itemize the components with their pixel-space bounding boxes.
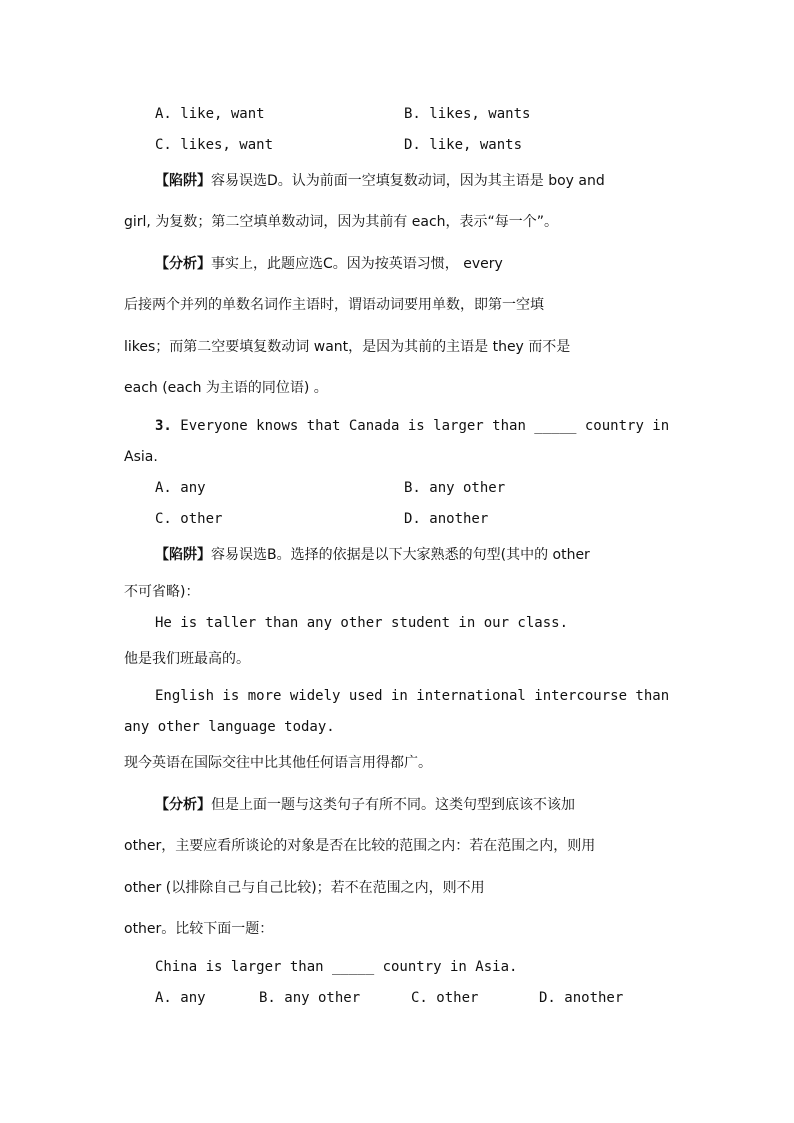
q2-analysis-line4: each (each 为主语的同位语) 。 bbox=[124, 380, 328, 396]
trap-label: 【陷阱】 bbox=[155, 173, 211, 189]
q3-number: 3. bbox=[155, 418, 172, 434]
q2-trap-text1: 容易误选D。认为前面一空填复数动词，因为其主语是 boy and bbox=[211, 173, 605, 189]
q3-analysis-option-b: B. any other bbox=[259, 990, 361, 1006]
q3-analysis-option-a: A. any bbox=[155, 990, 206, 1006]
q3-trap-line2: 不可省略)： bbox=[124, 584, 200, 600]
q2-option-b: B. likes, wants bbox=[404, 106, 531, 122]
q3-option-d: D. another bbox=[404, 511, 489, 527]
q3-analysis-text1: 但是上面一题与这类句子有所不同。这类句型到底该不该加 bbox=[211, 797, 575, 813]
q2-option-d: D. like, wants bbox=[404, 137, 523, 153]
q2-option-a: A. like, want bbox=[155, 106, 265, 122]
q3-example1-en: He is taller than any other student in our class. bbox=[155, 615, 569, 631]
q2-trap-line2: girl, 为复数；第二空填单数动词，因为其前有 each，表示“每一个”。 bbox=[124, 214, 559, 230]
q3-example2-en-line1: English is more widely used in international intercourse than bbox=[155, 688, 670, 704]
q3-stem-line1 bbox=[155, 416, 669, 436]
q3-example1-zh: 他是我们班最高的。 bbox=[124, 651, 250, 667]
q3-option-a: A. any bbox=[155, 480, 206, 496]
q3-example2-en-line2: any other language today. bbox=[124, 719, 335, 735]
q3-trap-line1 bbox=[155, 545, 590, 565]
q3-analysis-line3: other (以排除自己与自己比较)；若不在范围之内，则不用 bbox=[124, 880, 485, 896]
q2-analysis-line3: likes；而第二空要填复数动词 want，是因为其前的主语是 they 而不是 bbox=[124, 339, 571, 355]
trap-label: 【陷阱】 bbox=[155, 547, 211, 563]
q3-analysis-option-d: D. another bbox=[539, 990, 624, 1006]
q3-example2-zh: 现今英语在国际交往中比其他任何语言用得都广。 bbox=[124, 755, 432, 771]
q3-option-c: C. other bbox=[155, 511, 223, 527]
q2-analysis-text1: 事实上，此题应选C。因为按英语习惯， every bbox=[211, 256, 503, 272]
q2-analysis-line1 bbox=[155, 254, 503, 274]
q3-stem-line2: Asia. bbox=[124, 449, 158, 465]
q3-stem-text: Everyone knows that Canada is larger than _____ country in bbox=[180, 418, 670, 434]
q3-option-b: B. any other bbox=[404, 480, 506, 496]
q3-trap-text1: 容易误选B。选择的依据是以下大家熟悉的句型(其中的 other bbox=[211, 547, 590, 563]
q3-analysis-line2: other，主要应看所谈论的对象是否在比较的范围之内：若在范围之内，则用 bbox=[124, 838, 596, 854]
q2-option-c: C. likes, want bbox=[155, 137, 274, 153]
q2-analysis-line2: 后接两个并列的单数名词作主语时，谓语动词要用单数，即第一空填 bbox=[124, 297, 544, 313]
q3-analysis-line4: other。比较下面一题： bbox=[124, 921, 274, 937]
analysis-label: 【分析】 bbox=[155, 256, 211, 272]
q2-trap-line1 bbox=[155, 171, 605, 191]
q3-analysis-example: China is larger than _____ country in Asia. bbox=[155, 959, 518, 975]
analysis-label: 【分析】 bbox=[155, 797, 211, 813]
q3-analysis-option-c: C. other bbox=[411, 990, 479, 1006]
q3-analysis-line1 bbox=[155, 795, 575, 815]
